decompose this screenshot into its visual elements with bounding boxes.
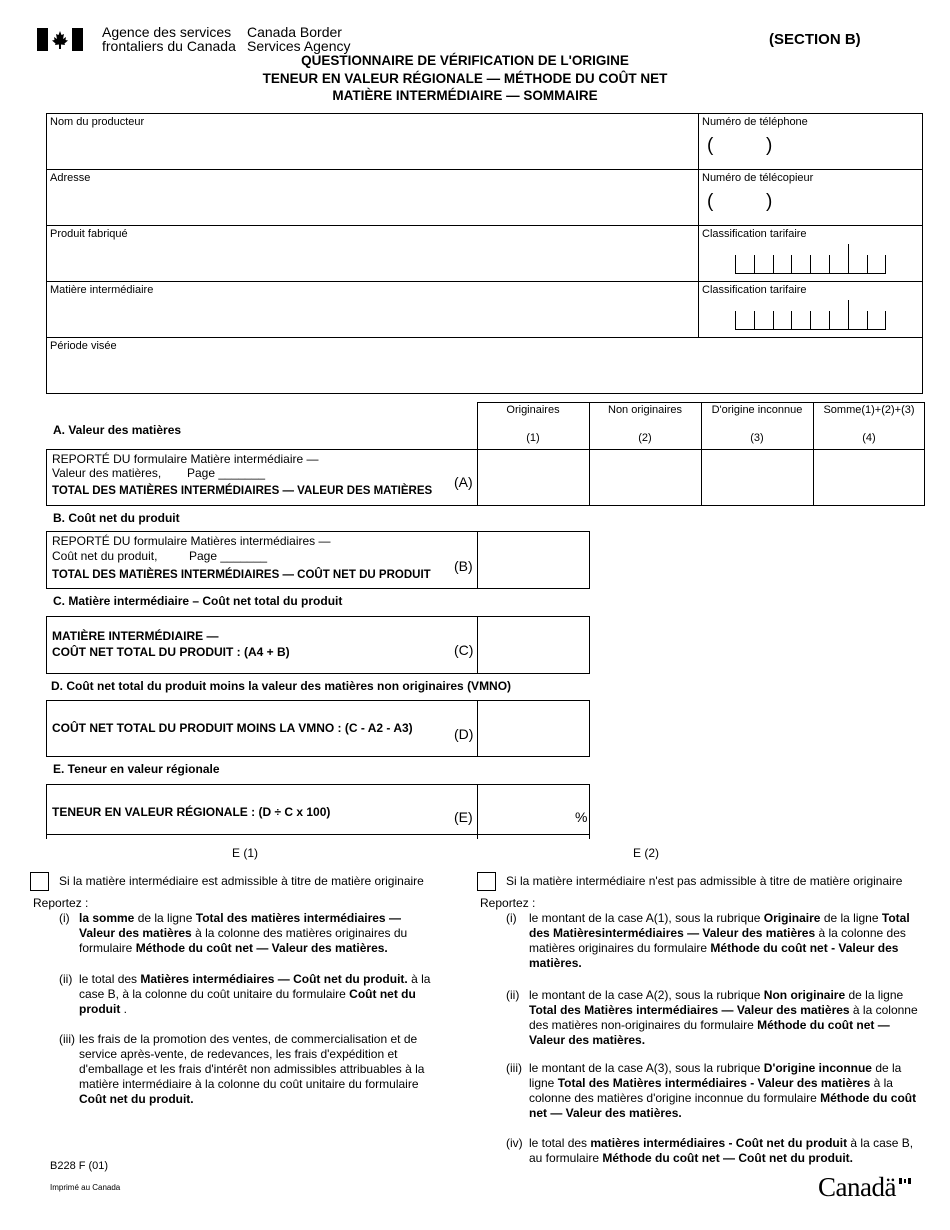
bold-text: matières intermédiaires - Coût net du produit — [590, 1136, 848, 1150]
cell-d[interactable] — [477, 700, 590, 757]
title-line3: MATIÈRE INTERMÉDIAIRE — SOMMAIRE — [332, 88, 598, 103]
fax-paren-close: ) — [766, 191, 773, 212]
phone-paren-open: ( — [707, 135, 714, 156]
right-item-text — [529, 1136, 919, 1166]
left-item-num: (i) — [59, 911, 70, 925]
address-field[interactable] — [47, 186, 697, 224]
right-item — [506, 911, 920, 975]
right-item-num: (iv) — [506, 1136, 523, 1150]
text: à la colonne des matières d'origine inconnue du formulaire — [529, 1076, 893, 1105]
agency-en-line2: Services Agency — [247, 38, 351, 54]
period-field[interactable] — [47, 354, 922, 392]
wordmark-flag-icon — [899, 1178, 911, 1184]
cell-a1[interactable] — [478, 450, 589, 505]
row-a-total: TOTAL DES MATIÈRES INTERMÉDIAIRES — VALEUR DES MATIÈRES — [52, 485, 433, 497]
left-item-num: (iii) — [59, 1032, 75, 1046]
text: le montant de la case A(3), sous la rubrique — [529, 1061, 764, 1075]
agency-en-line1: Canada Border — [247, 24, 342, 40]
section-c-title: C. Matière intermédiaire – Coût net total du produit — [53, 594, 343, 608]
reportez-left: Reportez : — [33, 896, 89, 910]
row-c-line2: COÛT NET TOTAL DU PRODUIT : (A4 + B) — [52, 645, 290, 659]
section-label: (SECTION B) — [769, 31, 861, 48]
right-item — [506, 988, 920, 1052]
e1-label: E (1) — [232, 846, 259, 860]
reportez-right: Reportez : — [480, 896, 536, 910]
originaire-checkbox-label: Si la matière intermédiaire est admissible à titre de matière originaire — [59, 874, 424, 888]
bold-text: Méthode du coût net - Valeur des matières. — [529, 941, 899, 970]
text: à la case B, au formulaire — [529, 1136, 914, 1165]
text: le montant de la case A(2), sous la rubrique — [529, 988, 764, 1002]
col-non-originaires: Non originaires — [608, 404, 682, 416]
row-c-code: (C) — [454, 642, 474, 658]
e2-label: E (2) — [633, 846, 660, 860]
intermediate-label: Matière intermédiaire — [50, 284, 154, 296]
row-a-code: (A) — [454, 474, 473, 490]
bold-text: Total des matières intermédiaires — Valeur des matières — [79, 911, 401, 940]
agency-fr-line2: frontaliers du Canada — [102, 38, 236, 54]
right-item-text — [529, 988, 919, 1048]
originaire-checkbox[interactable] — [30, 872, 49, 891]
agency-fr-line1: Agence des services — [102, 24, 232, 40]
title-line2: TENEUR EN VALEUR RÉGIONALE — MÉTHODE DU COÛT NET — [262, 70, 668, 86]
right-item-num: (i) — [506, 911, 517, 925]
agency-name-fr — [102, 25, 236, 53]
bold-text: Total des Matières intermédiaires - Valeur des matières — [557, 1076, 871, 1090]
bold-text: Originaire — [763, 911, 821, 925]
right-item — [506, 1061, 920, 1125]
col-somme: Somme(1)+(2)+(3) — [823, 404, 915, 416]
non-originaire-checkbox[interactable] — [477, 872, 496, 891]
agency-name-en — [247, 25, 351, 53]
text: le total des — [79, 972, 141, 986]
text: de la ligne — [845, 988, 904, 1002]
phone-label: Numéro de téléphone — [702, 116, 808, 128]
cell-a3[interactable] — [702, 450, 813, 505]
producer-label: Nom du producteur — [50, 116, 145, 128]
phone-paren-close: ) — [766, 135, 773, 156]
bold-text: la somme — [79, 911, 135, 925]
bold-text: Matières intermédiaires — Coût net du produit. — [140, 972, 408, 986]
row-a-line1: REPORTÉ DU formulaire Matière intermédiaire — — [52, 452, 319, 466]
tariff-label-1: Classification tarifaire — [702, 228, 807, 240]
row-a-line2: Valeur des matières, — [52, 466, 162, 480]
text: . — [120, 1002, 127, 1016]
col-num-4: (4) — [862, 432, 876, 444]
product-field[interactable] — [47, 242, 697, 280]
text: à la colonne des matières non-originaires du formulaire — [529, 1003, 918, 1032]
fax-field[interactable] — [700, 186, 922, 224]
col-originaires: Originaires — [506, 404, 560, 416]
bold-text: D'origine inconnue — [763, 1061, 872, 1075]
title-line1: QUESTIONNAIRE DE VÉRIFICATION DE L'ORIGINE — [301, 53, 629, 68]
row-d-line1: COÛT NET TOTAL DU PRODUIT MOINS LA VMNO : (C - A2 - A3) — [52, 721, 413, 735]
page-title — [200, 52, 730, 105]
printed-in-canada: Imprimé au Canada — [50, 1183, 121, 1192]
bold-text: Méthode du coût net — Valeur des matières. — [135, 941, 388, 955]
section-a-title: A. Valeur des matières — [53, 423, 182, 437]
left-item — [59, 1032, 444, 1110]
row-e-code: (E) — [454, 809, 473, 825]
text: le total des — [529, 1136, 591, 1150]
non-originaire-checkbox-label: Si la matière intermédiaire n'est pas admissible à titre de matière originaire — [506, 874, 903, 888]
left-item-num: (ii) — [59, 972, 73, 986]
right-item — [506, 1136, 920, 1170]
tariff-field-2[interactable] — [735, 300, 886, 330]
period-label: Période visée — [50, 340, 117, 352]
bold-text: Total des Matières intermédiaires — Valeur des matières — [529, 1003, 850, 1017]
row-a-page: Page _______ — [187, 466, 266, 480]
right-item-text — [529, 911, 919, 971]
row-d-code: (D) — [454, 726, 474, 742]
producer-field[interactable] — [47, 130, 697, 168]
cell-e-percent: % — [575, 809, 588, 825]
col-num-3: (3) — [750, 432, 764, 444]
cell-b[interactable] — [477, 531, 590, 589]
left-item-text — [79, 972, 434, 1017]
canada-wordmark: Canadä — [818, 1172, 896, 1202]
section-b-title: B. Coût net du produit — [53, 511, 180, 525]
canada-flag-logo — [37, 28, 83, 51]
row-b-code: (B) — [454, 558, 473, 574]
tariff-label-2: Classification tarifaire — [702, 284, 807, 296]
row-e-line1: TENEUR EN VALEUR RÉGIONALE : (D ÷ C x 100) — [52, 805, 331, 819]
text: de la ligne — [134, 911, 196, 925]
fax-label: Numéro de télécopieur — [702, 172, 814, 184]
col-num-2: (2) — [638, 432, 652, 444]
phone-field[interactable] — [700, 130, 922, 168]
intermediate-field[interactable] — [47, 298, 697, 336]
left-item — [59, 972, 439, 1020]
product-label: Produit fabriqué — [50, 228, 128, 240]
right-item-num: (iii) — [506, 1061, 522, 1075]
cell-a4[interactable] — [814, 450, 924, 505]
section-e-title: E. Teneur en valeur régionale — [53, 762, 220, 776]
row-b-line2: Coût net du produit, — [52, 549, 158, 563]
cell-c[interactable] — [477, 616, 590, 674]
left-item — [59, 911, 439, 959]
left-item-text — [79, 1032, 441, 1107]
text: à la case B, à la colonne du coût unitaire du formulaire — [79, 972, 431, 1001]
text: de la ligne — [529, 1061, 902, 1090]
address-label: Adresse — [50, 172, 91, 184]
bold-text: Total des Matièresintermédiaires — Valeur des matières — [529, 911, 910, 940]
text: les frais de la promotion des ventes, de commercialisation et de service après-vente, de redevances, les frais d'expédition et d'emballage et les frais d'intérêt non admissibles attribuables à la matière intermédiaire à la colonne du coût unitaire du formulaire — [79, 1032, 425, 1091]
tariff-field-1[interactable] — [735, 244, 886, 274]
left-item-text — [79, 911, 434, 956]
bold-text: Méthode du coût net — Valeur des matières. — [529, 1091, 917, 1120]
text: de la ligne — [820, 911, 882, 925]
section-d-title: D. Coût net total du produit moins la valeur des matières non originaires (VMNO) — [51, 679, 512, 693]
bold-text: Coût net du produit. — [79, 1092, 194, 1106]
form-number: B228 F (01) — [50, 1160, 109, 1172]
cell-a2[interactable] — [590, 450, 701, 505]
bold-text: Non originaire — [763, 988, 846, 1002]
row-b-line1: REPORTÉ DU formulaire Matières intermédiaires — — [52, 534, 331, 548]
text: à la colonne des matières originaires du formulaire — [79, 926, 408, 955]
text: le montant de la case A(1), sous la rubrique — [529, 911, 764, 925]
bold-text: Coût net du produit — [79, 987, 416, 1016]
row-b-total: TOTAL DES MATIÈRES INTERMÉDIAIRES — COÛT NET DU PRODUIT — [52, 569, 431, 581]
col-origine-inconnue: D'origine inconnue — [711, 404, 803, 416]
right-item-text — [529, 1061, 919, 1121]
fax-paren-open: ( — [707, 191, 714, 212]
row-b-page: Page _______ — [189, 549, 268, 563]
col-num-1: (1) — [526, 432, 540, 444]
cell-e[interactable] — [477, 784, 590, 835]
row-c-line1: MATIÈRE INTERMÉDIAIRE — — [52, 629, 219, 643]
bold-text: Méthode du coût net — Valeur des matières. — [529, 1018, 890, 1047]
right-item-num: (ii) — [506, 988, 520, 1002]
bold-text: Méthode du coût net — Coût net du produit. — [602, 1151, 854, 1165]
text: à la colonne des matières originaires du formulaire — [529, 926, 906, 955]
